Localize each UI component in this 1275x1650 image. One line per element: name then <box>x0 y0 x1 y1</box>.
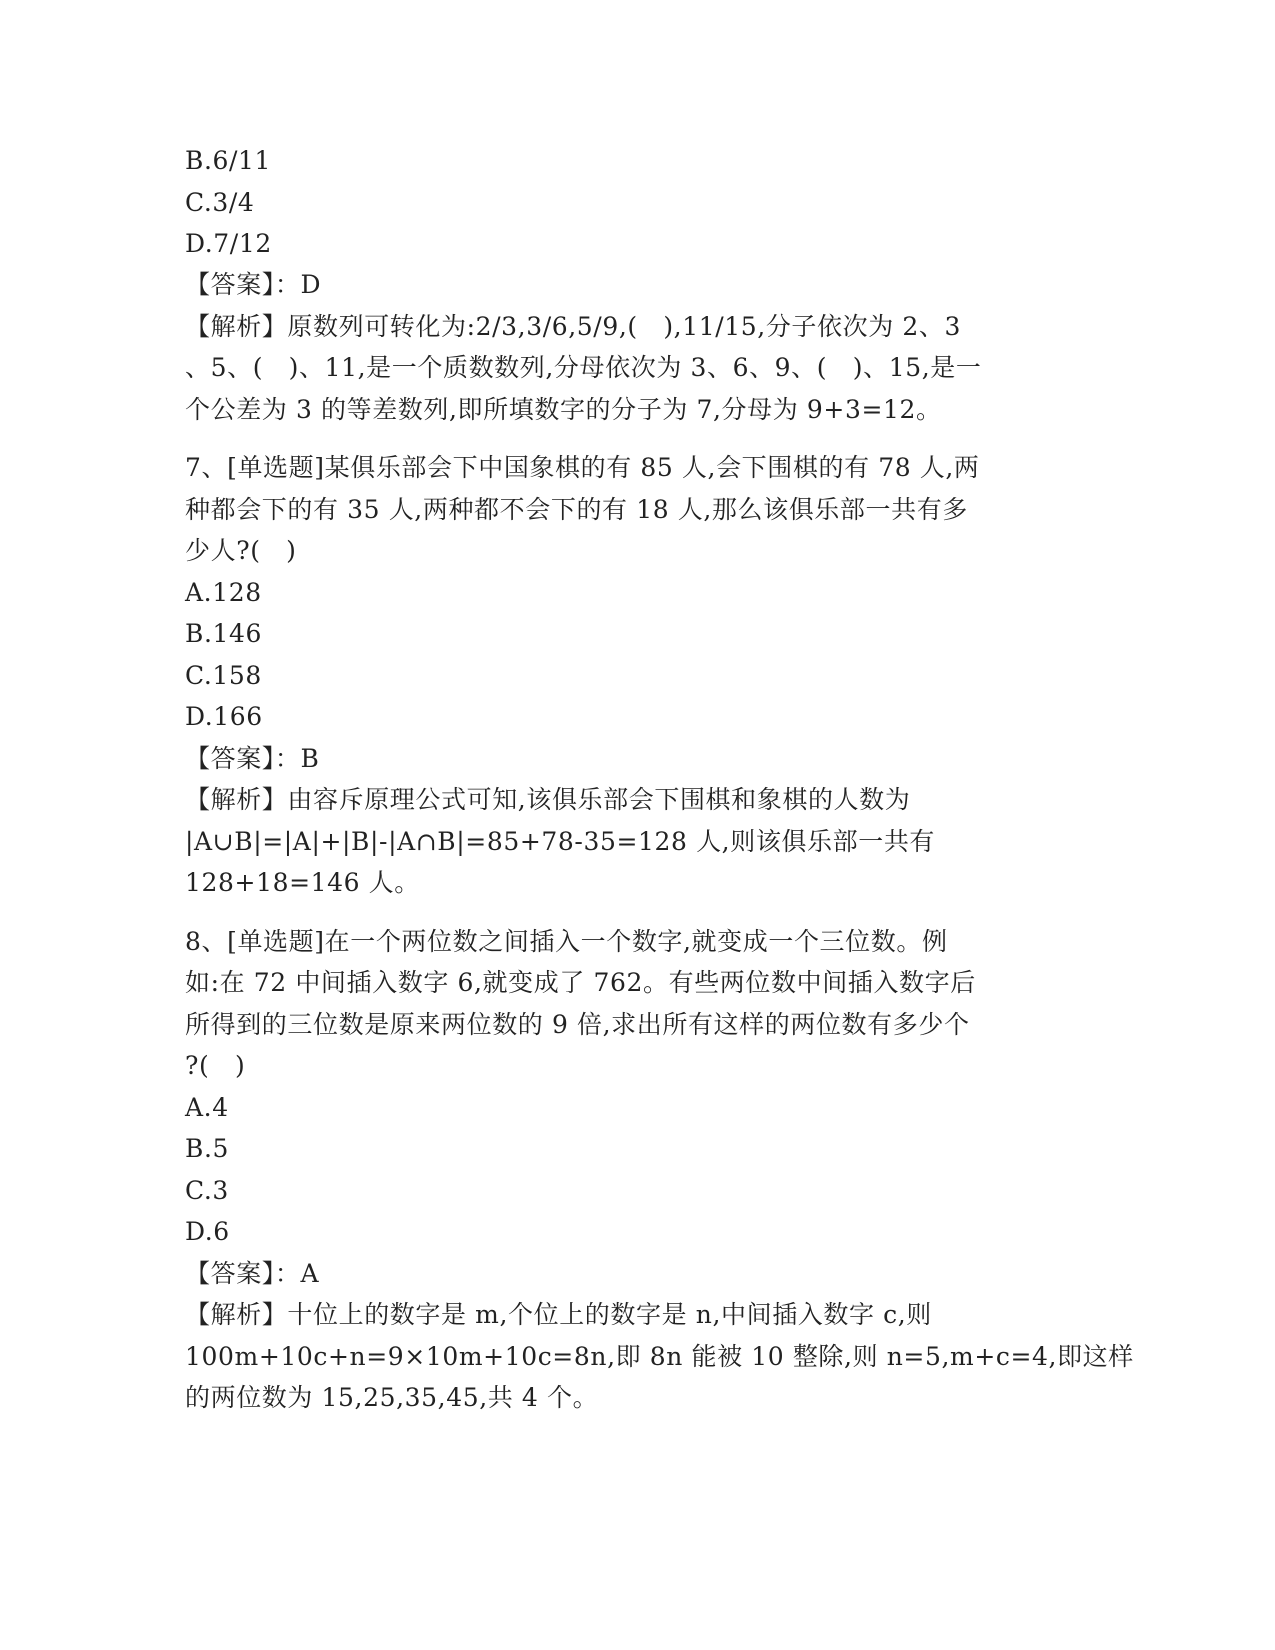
q8-option-c: C.3 <box>185 1176 229 1205</box>
q7-analysis-line-1: 【解析】由容斥原理公式可知,该俱乐部会下围棋和象棋的人数为 <box>185 785 911 814</box>
q7-analysis-line-3: 128+18=146 人。 <box>185 868 420 897</box>
q7-option-a: A.128 <box>185 578 262 607</box>
q8-analysis-line-3: 的两位数为 15,25,35,45,共 4 个。 <box>185 1383 599 1412</box>
q8-analysis-line-2: 100m+10c+n=9×10m+10c=8n,即 8n 能被 10 整除,则 n=5,m+c=4,即这样 <box>185 1342 1134 1371</box>
q6-option-d: D.7/12 <box>185 229 272 258</box>
q8-option-b: B.5 <box>185 1134 230 1163</box>
q7-answer: 【答案】：B <box>185 744 320 773</box>
q8-stem-line-1: 8、[单选题]在一个两位数之间插入一个数字,就变成一个三位数。例 <box>185 927 948 956</box>
q7-stem-line-1: 7、[单选题]某俱乐部会下中国象棋的有 85 人,会下围棋的有 78 人,两 <box>185 453 980 482</box>
q7-option-c: C.158 <box>185 661 262 690</box>
q8-answer: 【答案】：A <box>185 1259 320 1288</box>
q6-analysis-line-1: 【解析】原数列可转化为:2/3,3/6,5/9,( ),11/15,分子依次为 2、3 <box>185 312 961 341</box>
q8-option-a: A.4 <box>185 1093 229 1122</box>
q7-option-b: B.146 <box>185 619 263 648</box>
q6-answer: 【答案】：D <box>185 270 322 299</box>
q7-stem-line-3: 少人?( ) <box>185 536 297 565</box>
q8-option-d: D.6 <box>185 1217 230 1246</box>
q7-option-d: D.166 <box>185 702 263 731</box>
q7-analysis-line-2: |A∪B|=|A|+|B|-|A∩B|=85+78-35=128 人,则该俱乐部一共有 <box>185 827 936 856</box>
q8-stem-line-3: 所得到的三位数是原来两位数的 9 倍,求出所有这样的两位数有多少个 <box>185 1010 970 1039</box>
q6-analysis-line-2: 、5、( )、11,是一个质数数列,分母依次为 3、6、9、( )、15,是一 <box>185 353 982 382</box>
q8-analysis-line-1: 【解析】十位上的数字是 m,个位上的数字是 n,中间插入数字 c,则 <box>185 1300 932 1329</box>
q6-option-c: C.3/4 <box>185 188 255 217</box>
q8-stem-line-2: 如:在 72 中间插入数字 6,就变成了 762。有些两位数中间插入数字后 <box>185 968 976 997</box>
q7-stem-line-2: 种都会下的有 35 人,两种都不会下的有 18 人,那么该俱乐部一共有多 <box>185 495 968 524</box>
q8-stem-line-4: ?( ) <box>185 1051 246 1080</box>
q6-analysis-line-3: 个公差为 3 的等差数列,即所填数字的分子为 7,分母为 9+3=12。 <box>185 395 942 424</box>
q6-option-b: B.6/11 <box>185 146 272 175</box>
